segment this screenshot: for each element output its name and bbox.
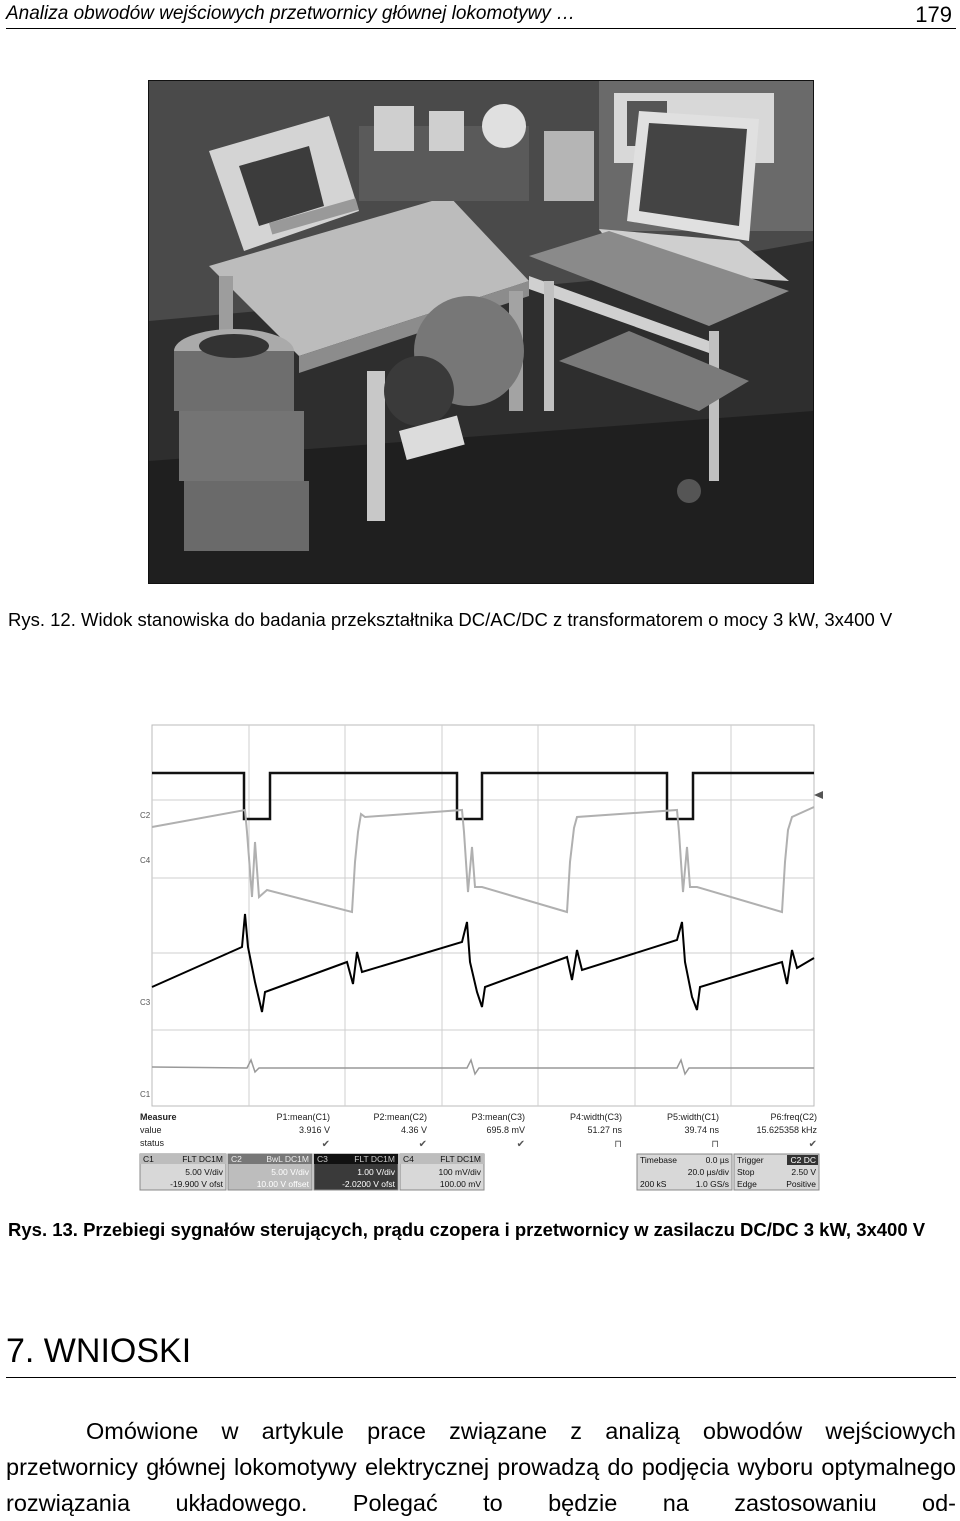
measure-p3-value: 695.8 mV xyxy=(486,1125,525,1135)
measure-p4-name: P4:width(C3) xyxy=(569,1112,622,1122)
measure-p3-name: P3:mean(C3) xyxy=(471,1112,525,1122)
ch3-offset: -2.0200 V ofst xyxy=(342,1179,395,1189)
measure-p5-value: 39.74 ns xyxy=(684,1125,719,1135)
running-title: Analiza obwodów wejściowych przetwornicy głównej lokomotywy … xyxy=(6,3,576,24)
test-stand-photo xyxy=(148,80,814,584)
measure-p6-value: 15.625358 kHz xyxy=(756,1125,817,1135)
svg-text:✔: ✔ xyxy=(321,1139,330,1150)
ch1-tag: FLT DC1M xyxy=(182,1154,223,1164)
section-divider xyxy=(6,1377,956,1378)
trigger-slope: Positive xyxy=(786,1179,816,1189)
timebase-rate: 1.0 GS/s xyxy=(695,1179,729,1189)
svg-text:✔: ✔ xyxy=(516,1139,525,1150)
measure-p2-name: P2:mean(C2) xyxy=(373,1112,427,1122)
ch2-tag: BwL DC1M xyxy=(266,1154,309,1164)
measure-p1-value: 3.916 V xyxy=(298,1125,330,1135)
oscilloscope-figure xyxy=(137,722,823,1194)
channel-marker-c3: C3 xyxy=(140,998,151,1007)
value-label: value xyxy=(140,1125,162,1135)
trigger-source: C2 DC xyxy=(790,1155,816,1165)
status-label: status xyxy=(140,1138,165,1148)
svg-text:✔: ✔ xyxy=(418,1139,427,1150)
ch4-tag: FLT DC1M xyxy=(440,1154,481,1164)
trigger-mode: Stop xyxy=(737,1167,755,1177)
measure-label: Measure xyxy=(140,1112,177,1122)
trigger-type: Edge xyxy=(737,1179,757,1189)
ch2-id: C2 xyxy=(231,1154,242,1164)
trigger-level: 2.50 V xyxy=(791,1167,816,1177)
svg-text:✔: ✔ xyxy=(808,1139,817,1150)
figure-12-caption: Rys. 12. Widok stanowiska do badania przekształtnika DC/AC/DC z transformatorem o mocy 3 kW, 3x400 V xyxy=(8,609,893,630)
ch3-id: C3 xyxy=(317,1154,328,1164)
ch1-offset: -19.900 V ofst xyxy=(170,1179,223,1189)
ch2-vdiv: 5.00 V/div xyxy=(271,1167,309,1177)
page-number: 179 xyxy=(915,2,952,27)
channel-marker-c2: C2 xyxy=(140,811,151,820)
ch4-offset: 100.00 mV xyxy=(439,1179,481,1189)
ch4-vdiv: 100 mV/div xyxy=(438,1167,481,1177)
ch1-vdiv: 5.00 V/div xyxy=(185,1167,223,1177)
timebase-per-div: 20.0 µs/div xyxy=(687,1167,729,1177)
svg-text:⊓: ⊓ xyxy=(614,1139,622,1150)
timebase-samples: 200 kS xyxy=(640,1179,667,1189)
svg-text:⊓: ⊓ xyxy=(711,1139,719,1150)
channel-marker-c1: C1 xyxy=(140,1090,151,1099)
measure-p5-name: P5:width(C1) xyxy=(666,1112,719,1122)
body-text: Omówione w artykule prace związane z analizą obwodów wejściowych przetwornicy głównej lokomotywy elektrycznej prowadzą do podjęcia wyboru optymalnego rozwiązania układowego. Polegać to będzie na zastosowaniu od- xyxy=(6,1418,956,1516)
ch1-id: C1 xyxy=(143,1154,154,1164)
measure-p2-value: 4.36 V xyxy=(400,1125,427,1135)
running-header xyxy=(6,0,956,29)
section-heading: 7. WNIOSKI xyxy=(6,1332,192,1370)
ch3-vdiv: 1.00 V/div xyxy=(357,1167,395,1177)
trigger-label: Trigger xyxy=(737,1155,764,1165)
channel-marker-c4: C4 xyxy=(140,856,151,865)
ch4-id: C4 xyxy=(403,1154,414,1164)
measure-p1-name: P1:mean(C1) xyxy=(276,1112,330,1122)
timebase-label: Timebase xyxy=(640,1155,678,1165)
ch2-offset: 10.00 V offset xyxy=(256,1179,309,1189)
measure-p4-value: 51.27 ns xyxy=(587,1125,622,1135)
measure-p6-name: P6:freq(C2) xyxy=(770,1112,817,1122)
body-paragraph xyxy=(6,1413,956,1521)
ch3-tag: FLT DC1M xyxy=(354,1154,395,1164)
figure-13-caption: Rys. 13. Przebiegi sygnałów sterujących, prądu czopera i przetwornicy w zasilaczu DC/DC 3 kW, 3x400 V xyxy=(8,1219,926,1240)
timebase-delay: 0.0 µs xyxy=(705,1155,729,1165)
